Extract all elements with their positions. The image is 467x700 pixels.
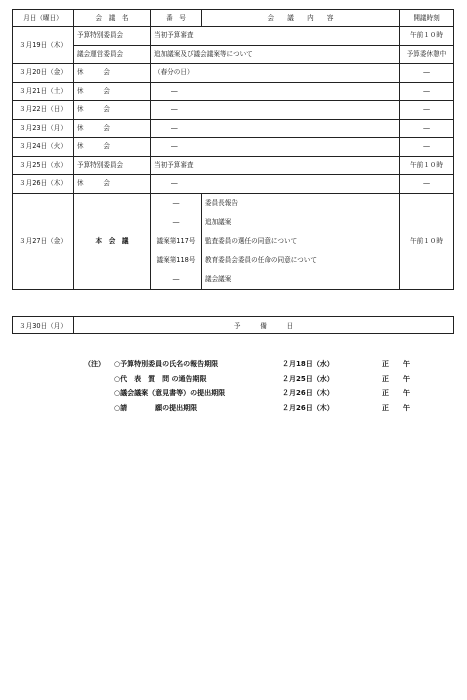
table-row	[13, 64, 454, 83]
note-item: ○請 願の提出期限	[114, 403, 198, 412]
reserve-label: 予 備 日	[74, 317, 454, 334]
agenda-item: 議会議案	[205, 275, 232, 284]
header-date: 月日（曜日）	[13, 10, 74, 27]
row-date: ３月24日（火）	[13, 138, 74, 157]
row-content: 当初予算審査	[151, 156, 400, 175]
row-time: ―	[400, 119, 454, 138]
row-time: 午前１０時	[400, 156, 454, 175]
note-item: ○予算特別委員の氏名の報告期限	[114, 360, 219, 368]
header-meeting: 会 議 名	[74, 10, 151, 27]
agenda-item: 監査委員の選任の同意について	[205, 236, 298, 245]
row-content: 追加議案及び議会議案等について	[151, 45, 400, 64]
note-item: ○議会議案（意見書等）の提出期限	[114, 389, 226, 397]
row-meeting: 休 会	[74, 175, 151, 194]
row-date: ３月25日（水）	[13, 156, 74, 175]
note-line	[84, 386, 410, 401]
row-time: ―	[400, 101, 454, 120]
row-date: ３月19日（木）	[13, 27, 74, 64]
row-meeting: 休 会	[74, 119, 151, 138]
row-meeting: 予算特別委員会	[74, 27, 151, 46]
reserve-day-table	[12, 316, 454, 334]
table-row	[13, 101, 454, 120]
table-row	[13, 156, 454, 175]
note-time: 正 午	[382, 374, 410, 383]
agenda-number: ―	[172, 217, 180, 226]
agenda-number: ―	[172, 275, 180, 284]
plenary-content-column	[202, 193, 400, 290]
row-content: （春分の日）	[151, 64, 400, 83]
row-time: ―	[400, 175, 454, 194]
note-date: ２月25日（水）	[282, 374, 334, 383]
row-meeting: 本 会 議	[74, 193, 151, 290]
note-date: ２月18日（水）	[282, 360, 334, 368]
reserve-date: ３月30日（月）	[13, 317, 74, 334]
row-meeting: 休 会	[74, 138, 151, 157]
header-time: 開議時刻	[400, 10, 454, 27]
header-content: 会 議 内 容	[202, 10, 400, 27]
agenda-number: ―	[172, 198, 180, 207]
note-time: 正 午	[382, 360, 410, 368]
row-date: ３月23日（月）	[13, 119, 74, 138]
deadline-notes	[84, 357, 410, 415]
table-row	[13, 175, 454, 194]
note-line	[84, 357, 410, 372]
schedule-table	[12, 9, 454, 290]
note-line	[84, 372, 410, 387]
row-time: ―	[400, 64, 454, 83]
table-row	[13, 27, 454, 46]
agenda-item: 委員長報告	[205, 198, 238, 207]
table-header-row	[13, 10, 454, 27]
table-row	[13, 45, 454, 64]
row-date: ３月26日（木）	[13, 175, 74, 194]
agenda-number: 議案第118号	[156, 256, 196, 265]
row-meeting: 議会運営委員会	[74, 45, 151, 64]
note-date: ２月26日（木）	[282, 403, 334, 412]
row-time: ―	[400, 138, 454, 157]
agenda-item: 追加議案	[205, 217, 232, 226]
row-meeting: 休 会	[74, 82, 151, 101]
table-row	[13, 138, 454, 157]
header-number: 番 号	[151, 10, 202, 27]
note-time: 正 午	[382, 389, 410, 397]
row-time: ―	[400, 82, 454, 101]
note-line	[84, 401, 410, 416]
table-row	[13, 82, 454, 101]
row-meeting: 休 会	[74, 101, 151, 120]
agenda-item: 教育委員会委員の任命の同意について	[205, 256, 317, 265]
agenda-number: 議案第117号	[156, 236, 196, 245]
row-time: 午前１０時	[400, 27, 454, 46]
note-prefix: （注）	[84, 360, 105, 368]
row-meeting: 休 会	[74, 64, 151, 83]
table-row-plenary	[13, 193, 454, 290]
row-content: ―	[151, 138, 400, 157]
row-time: 午前１０時	[400, 193, 454, 290]
row-date: ３月22日（日）	[13, 101, 74, 120]
row-content: 当初予算審査	[151, 27, 400, 46]
reserve-row	[13, 317, 454, 334]
table-row	[13, 119, 454, 138]
note-date: ２月26日（木）	[282, 389, 334, 397]
row-time: 予算委休憩中	[400, 45, 454, 64]
plenary-number-column	[151, 193, 202, 290]
row-content: ―	[151, 101, 400, 120]
row-date: ３月21日（土）	[13, 82, 74, 101]
row-date: ３月20日（金）	[13, 64, 74, 83]
row-content: ―	[151, 82, 400, 101]
note-time: 正 午	[382, 403, 410, 412]
row-content: ―	[151, 119, 400, 138]
row-content: ―	[151, 175, 400, 194]
note-item: ○代 表 質 問 の通告期限	[114, 374, 207, 383]
row-date: ３月27日（金）	[13, 193, 74, 290]
row-meeting: 予算特別委員会	[74, 156, 151, 175]
